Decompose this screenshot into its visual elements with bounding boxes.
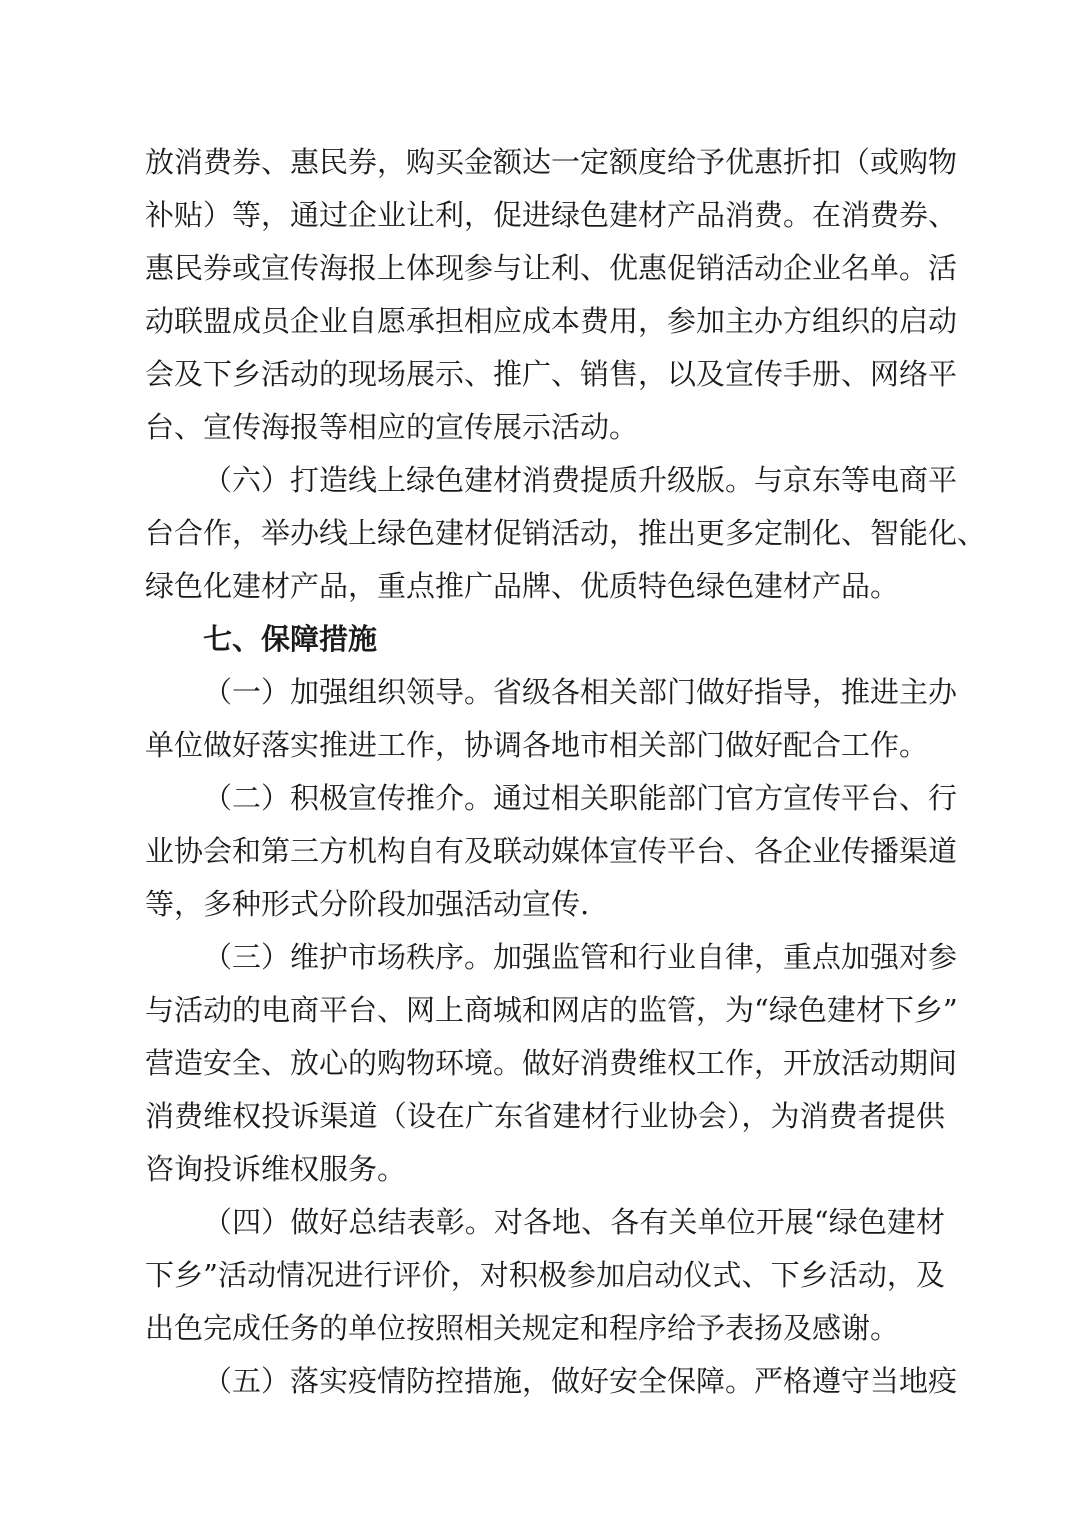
text-line: 消费维权投诉渠道（设在广东省建材行业协会），为消费者提供 xyxy=(145,1099,945,1133)
paragraph-two-start: （二）积极宣传推介。通过相关职能部门官方宣传平台、行 xyxy=(203,781,958,815)
text-line: 动联盟成员企业自愿承担相应成本费用，参加主办方组织的启动 xyxy=(145,304,958,338)
text-line: 惠民券或宣传海报上体现参与让利、优惠促销活动企业名单。活 xyxy=(145,251,958,285)
section-heading-safeguards: 七、保障措施 xyxy=(203,622,378,656)
paragraph-five-start: （五）落实疫情防控措施，做好安全保障。严格遵守当地疫 xyxy=(203,1364,958,1398)
text-line: 会及下乡活动的现场展示、推广、销售，以及宣传手册、网络平 xyxy=(145,357,958,391)
text-line: 台、宣传海报等相应的宣传展示活动。 xyxy=(145,410,639,444)
paragraph-one-start: （一）加强组织领导。省级各相关部门做好指导，推进主办 xyxy=(203,675,958,709)
text-line: 营造安全、放心的购物环境。做好消费维权工作，开放活动期间 xyxy=(145,1046,958,1080)
text-line: 咨询投诉维权服务。 xyxy=(145,1152,407,1186)
text-line: 下乡”活动情况进行评价，对积极参加启动仪式、下乡活动，及 xyxy=(145,1258,945,1292)
text-line: 绿色化建材产品，重点推广品牌、优质特色绿色建材产品。 xyxy=(145,569,900,603)
document-page xyxy=(145,136,987,1408)
paragraph-four-start: （四）做好总结表彰。对各地、各有关单位开展“绿色建材 xyxy=(203,1205,945,1239)
text-line: 放消费券、惠民券，购买金额达一定额度给予优惠折扣（或购物 xyxy=(145,145,958,179)
text-line: 与活动的电商平台、网上商城和网店的监管，为“绿色建材下乡” xyxy=(145,993,958,1027)
text-line: 等，多种形式分阶段加强活动宣传. xyxy=(145,887,590,921)
text-line: 业协会和第三方机构自有及联动媒体宣传平台、各企业传播渠道 xyxy=(145,834,958,868)
paragraph-six-start: （六）打造线上绿色建材消费提质升级版。与京东等电商平 xyxy=(203,463,958,497)
text-line: 单位做好落实推进工作，协调各地市相关部门做好配合工作。 xyxy=(145,728,929,762)
text-line: 补贴）等，通过企业让利，促进绿色建材产品消费。在消费券、 xyxy=(145,198,958,232)
text-line: 出色完成任务的单位按照相关规定和程序给予表扬及感谢。 xyxy=(145,1311,900,1345)
text-line: 台合作，举办线上绿色建材促销活动，推出更多定制化、智能化、 xyxy=(145,516,987,550)
paragraph-three-start: （三）维护市场秩序。加强监管和行业自律，重点加强对参 xyxy=(203,940,958,974)
